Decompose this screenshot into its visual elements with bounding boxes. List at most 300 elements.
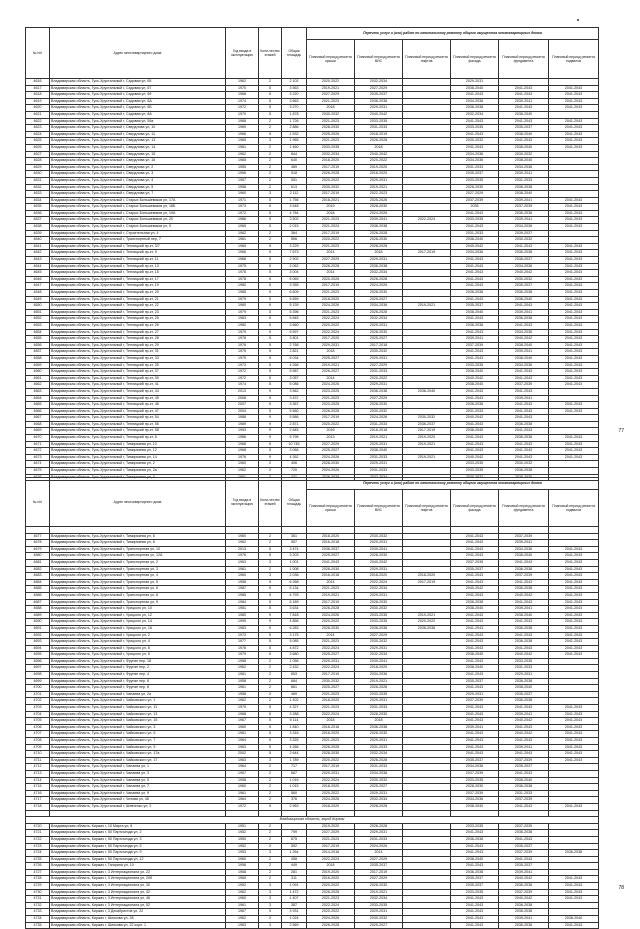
row-area: 3 175 bbox=[282, 632, 307, 639]
row-lifts: 2038-2040 bbox=[403, 388, 451, 395]
row-basement: 2041-2043 bbox=[549, 645, 599, 652]
table-row bbox=[26, 751, 599, 758]
row-roof: 2026-2027 bbox=[307, 369, 355, 376]
row-basement: 2041-2043 bbox=[549, 883, 599, 890]
row-vis: 2019-2021 bbox=[355, 678, 403, 685]
row-vis: 2020-2022 bbox=[355, 158, 403, 165]
row-basement: 2041-2043 bbox=[549, 375, 599, 382]
row-foundation: 2034-2036 bbox=[499, 164, 549, 171]
row-area: 2 902 bbox=[282, 257, 307, 264]
spacer-cell bbox=[549, 527, 599, 534]
row-year: 1974 bbox=[226, 98, 259, 105]
row-address: Владимирская область, Киржач г, 50 Партсъезда ул, 5 bbox=[50, 843, 226, 850]
row-basement bbox=[549, 909, 599, 916]
table-row bbox=[26, 283, 599, 290]
row-year: 1985 bbox=[226, 592, 259, 599]
row-foundation: 2036-2038 bbox=[499, 830, 549, 837]
row-num: 4634 bbox=[26, 197, 50, 204]
row-floors: 5 bbox=[259, 250, 282, 257]
row-basement: 2041-2043 bbox=[549, 309, 599, 316]
row-floors: 2 bbox=[259, 856, 282, 863]
row-floors: 9 bbox=[259, 415, 282, 422]
row-vis: 2029-2031 bbox=[355, 355, 403, 362]
row-facade: 2041-2043 bbox=[451, 92, 499, 99]
row-area: 3 660 bbox=[282, 322, 307, 329]
row-basement bbox=[549, 79, 599, 86]
table-row bbox=[26, 111, 599, 118]
row-lifts bbox=[403, 896, 451, 903]
row-area: 3 203 bbox=[282, 553, 307, 560]
row-foundation: 2041-2043 bbox=[499, 408, 549, 415]
row-vis: 2025-2027 bbox=[355, 922, 403, 929]
row-roof: 2019-2021 bbox=[307, 362, 355, 369]
row-facade: 2041-2043 bbox=[451, 270, 499, 277]
row-area: 4 262 bbox=[282, 454, 307, 461]
row-facade: 2041-2043 bbox=[451, 592, 499, 599]
page-number: 78 bbox=[618, 885, 624, 891]
row-floors: 2 bbox=[259, 784, 282, 791]
row-area: 6 283 bbox=[282, 625, 307, 632]
row-foundation: 2035-2037 bbox=[499, 863, 549, 870]
row-lifts bbox=[403, 559, 451, 566]
table-row bbox=[26, 790, 599, 797]
row-year: 1961 bbox=[226, 237, 259, 244]
row-facade: 2028-2030 bbox=[451, 184, 499, 191]
table-row bbox=[26, 883, 599, 890]
row-basement: 2041-2043 bbox=[549, 454, 599, 461]
row-area: 1 016 bbox=[282, 777, 307, 784]
row-year: 1952 bbox=[226, 883, 259, 890]
row-facade: 2040-2042 bbox=[451, 415, 499, 422]
row-floors: 5 bbox=[259, 751, 282, 758]
row-num: 4695 bbox=[26, 652, 50, 659]
row-lifts bbox=[403, 402, 451, 409]
row-num: 4658 bbox=[26, 355, 50, 362]
row-year: 1979 bbox=[226, 652, 259, 659]
row-floors: 5 bbox=[259, 382, 282, 389]
row-vis: 2028-2030 bbox=[355, 329, 403, 336]
row-lifts bbox=[403, 158, 451, 165]
row-facade: 2035-2037 bbox=[451, 883, 499, 890]
row-address: Владимирская область, Гусь-Хрустальный г, Урицкого ул, 14 bbox=[50, 619, 226, 626]
row-vis: 2029-2031 bbox=[355, 382, 403, 389]
row-foundation: 2039-2041 bbox=[499, 744, 549, 751]
row-lifts bbox=[403, 138, 451, 145]
row-num: 4667 bbox=[26, 415, 50, 422]
row-lifts bbox=[403, 408, 451, 415]
row-area: 311 bbox=[282, 876, 307, 883]
row-lifts bbox=[403, 731, 451, 738]
row-year: 1965 bbox=[226, 243, 259, 250]
row-facade: 2033-2035 bbox=[451, 777, 499, 784]
row-vis: 2018-2020 bbox=[355, 665, 403, 672]
row-num: 4712 bbox=[26, 764, 50, 771]
row-foundation: 2038-2040 bbox=[499, 553, 549, 560]
header-roof: Плановый период ремонта крыши bbox=[307, 39, 355, 78]
row-area: 1 001 bbox=[282, 559, 307, 566]
row-num: 4691 bbox=[26, 625, 50, 632]
table-row bbox=[26, 224, 599, 231]
table-row bbox=[26, 131, 599, 138]
row-foundation: 2037-2039 bbox=[499, 757, 549, 764]
row-lifts bbox=[403, 316, 451, 323]
row-foundation: 2037-2039 bbox=[499, 573, 549, 580]
header-facade: Плановый период ремонта фасада bbox=[451, 489, 499, 526]
table-row bbox=[26, 889, 599, 896]
row-num: 4731 bbox=[26, 896, 50, 903]
table-row bbox=[26, 698, 599, 705]
row-num: 4665 bbox=[26, 402, 50, 409]
row-address: Владимирская область, Гусь-Хрустальный г, Урицкого ул, 12 bbox=[50, 612, 226, 619]
row-address: Владимирская область, Гусь-Хрустальный г, Свердлова ул, 7 bbox=[50, 191, 226, 198]
row-roof: 2024-2026 bbox=[307, 916, 355, 923]
row-vis: 2040-2042 bbox=[355, 559, 403, 566]
row-foundation: 2041-2043 bbox=[499, 303, 549, 310]
row-roof: 2026-2028 bbox=[307, 922, 355, 929]
row-vis: 2029-2031 bbox=[355, 790, 403, 797]
row-vis: 2029-2031 bbox=[355, 105, 403, 112]
table-row bbox=[26, 850, 599, 857]
row-roof: 2021-2023 bbox=[307, 836, 355, 843]
row-num: 4668 bbox=[26, 421, 50, 428]
row-floors: 5 bbox=[259, 705, 282, 712]
row-vis: 2031-2033 bbox=[355, 468, 403, 475]
table-row bbox=[26, 237, 599, 244]
row-facade: 2037-2039 bbox=[451, 790, 499, 797]
row-lifts bbox=[403, 144, 451, 151]
row-foundation: 2039-2041 bbox=[499, 711, 549, 718]
row-roof: 2027-2029 bbox=[307, 92, 355, 99]
header-address: Адрес многоквартирного дома bbox=[50, 28, 226, 79]
row-basement bbox=[549, 902, 599, 909]
table-row bbox=[26, 138, 599, 145]
row-area: 2 963 bbox=[282, 803, 307, 810]
row-foundation: 2041-2043 bbox=[499, 441, 549, 448]
row-roof: 2021-2023 bbox=[307, 639, 355, 646]
row-floors: 9 bbox=[259, 625, 282, 632]
row-roof: 2021-2023 bbox=[307, 138, 355, 145]
row-roof: 2022-2024 bbox=[307, 856, 355, 863]
row-facade: 2034-2036 bbox=[451, 250, 499, 257]
row-basement: 2041-2043 bbox=[549, 303, 599, 310]
row-foundation: 2036-2038 bbox=[499, 625, 549, 632]
row-lifts bbox=[403, 355, 451, 362]
row-facade: 2041-2043 bbox=[451, 744, 499, 751]
row-area: 717 bbox=[282, 764, 307, 771]
row-address: Владимирская область, Гусь-Хрустальный г, Теплицкий пр-кт, 39 bbox=[50, 375, 226, 382]
row-year: 1967 bbox=[226, 718, 259, 725]
table-row bbox=[26, 388, 599, 395]
row-basement: 2041-2043 bbox=[549, 217, 599, 224]
row-floors: 5 bbox=[259, 362, 282, 369]
table-row bbox=[26, 263, 599, 270]
table-row bbox=[26, 625, 599, 632]
spacer-cell bbox=[403, 810, 451, 817]
row-lifts bbox=[403, 263, 451, 270]
spacer-cell bbox=[259, 810, 282, 817]
row-foundation: 2037-2039 bbox=[499, 204, 549, 211]
row-roof: 2021-2023 bbox=[307, 217, 355, 224]
row-address: Владимирская область, Гусь-Хрустальный г, Чайковского ул, 1 bbox=[50, 698, 226, 705]
row-basement: 2041-2043 bbox=[549, 125, 599, 132]
row-address: Владимирская область, Гусь-Хрустальный г, Теплицкий пр-кт, 17 bbox=[50, 276, 226, 283]
row-address: Владимирская область, Гусь-Хрустальный г, Фрунзе пер, 4 bbox=[50, 672, 226, 679]
row-area: 675 bbox=[282, 836, 307, 843]
row-basement: 2041-2043 bbox=[549, 573, 599, 580]
row-facade: 2041-2043 bbox=[451, 316, 499, 323]
row-basement bbox=[549, 698, 599, 705]
row-vis: 2025-2026 bbox=[355, 197, 403, 204]
row-roof: 2028-2030 bbox=[307, 751, 355, 758]
row-foundation: 2038-2040 bbox=[499, 144, 549, 151]
row-lifts bbox=[403, 916, 451, 923]
row-year: 1963 bbox=[226, 922, 259, 929]
row-year: 1963 bbox=[226, 744, 259, 751]
table-row bbox=[26, 210, 599, 217]
row-lifts bbox=[403, 685, 451, 692]
row-area: 3 004 bbox=[282, 270, 307, 277]
row-vis: 2029-2031 bbox=[355, 698, 403, 705]
row-year: 1962 bbox=[226, 151, 259, 158]
row-address: Владимирская область, Гусь-Хрустальный г, Транспортная ул, 6 bbox=[50, 586, 226, 593]
spacer-cell bbox=[50, 527, 226, 534]
row-roof: 2018-2020 bbox=[307, 698, 355, 705]
row-facade: 2041-2043 bbox=[451, 672, 499, 679]
row-facade: 2036-2038 bbox=[451, 105, 499, 112]
row-vis: 2033-2035 bbox=[355, 118, 403, 125]
row-roof: 2025-2027 bbox=[307, 553, 355, 560]
row-year: 1976 bbox=[226, 342, 259, 349]
row-address: Владимирская область, Гусь-Хрустальный г, Садовая ул, 6Б bbox=[50, 105, 226, 112]
row-basement: 2041-2043 bbox=[549, 98, 599, 105]
row-num: 4644 bbox=[26, 263, 50, 270]
row-lifts bbox=[403, 889, 451, 896]
row-area: 1 460 bbox=[282, 144, 307, 151]
header-area: Общая площадь bbox=[282, 478, 307, 527]
row-roof: 2019-2021 bbox=[307, 592, 355, 599]
row-basement: 2041-2043 bbox=[549, 876, 599, 883]
row-address: Владимирская область, Гусь-Хрустальный г, Теплицкий пр-кт, 19 bbox=[50, 283, 226, 290]
row-area: 3 680 bbox=[282, 652, 307, 659]
table-row bbox=[26, 243, 599, 250]
row-vis: 2030-2032 bbox=[355, 408, 403, 415]
row-area: 1 756 bbox=[282, 197, 307, 204]
row-area bbox=[282, 823, 307, 830]
row-facade: 2037-2039 bbox=[451, 197, 499, 204]
table-row bbox=[26, 592, 599, 599]
row-lifts bbox=[403, 204, 451, 211]
row-roof: 2018-2020 bbox=[307, 731, 355, 738]
row-foundation: 2039-2037 bbox=[499, 230, 549, 237]
row-lifts bbox=[403, 92, 451, 99]
row-facade: 2035-2037 bbox=[451, 171, 499, 178]
row-address: Владимирская область, Гусь-Хрустальный г, Тимирязева ул, 4 bbox=[50, 474, 226, 481]
row-floors: 3 bbox=[259, 896, 282, 903]
row-basement: 2041-2043 bbox=[549, 204, 599, 211]
row-basement: 2041-2043 bbox=[549, 118, 599, 125]
row-lifts: 2019-2021 bbox=[403, 441, 451, 448]
header-area: Общая площадь bbox=[282, 28, 307, 79]
row-vis: 2032-2034 bbox=[355, 652, 403, 659]
row-basement: 2041-2043 bbox=[549, 263, 599, 270]
row-area: 3 288 bbox=[282, 711, 307, 718]
table-row bbox=[26, 375, 599, 382]
table-row bbox=[26, 164, 599, 171]
row-num: 4664 bbox=[26, 395, 50, 402]
row-facade: 2041-2043 bbox=[451, 296, 499, 303]
table-row bbox=[26, 230, 599, 237]
row-basement bbox=[549, 797, 599, 804]
row-vis: 2019-2021 bbox=[355, 435, 403, 442]
spacer-cell bbox=[549, 810, 599, 817]
row-roof: 2024-2026 bbox=[307, 797, 355, 804]
row-roof: 2030-2032 bbox=[307, 678, 355, 685]
row-lifts bbox=[403, 210, 451, 217]
row-facade: 2038-2040 bbox=[451, 606, 499, 613]
row-foundation: 2041-2043 bbox=[499, 705, 549, 712]
row-facade: 2036-2038 bbox=[451, 402, 499, 409]
row-vis: 2028-2030 bbox=[355, 883, 403, 890]
row-num: 4653 bbox=[26, 322, 50, 329]
row-basement bbox=[549, 672, 599, 679]
row-num: 4645 bbox=[26, 270, 50, 277]
row-year: 1956 bbox=[226, 171, 259, 178]
row-basement: 2041-2043 bbox=[549, 711, 599, 718]
row-roof: 2026-2028 bbox=[307, 408, 355, 415]
row-foundation: 2036-2038 bbox=[499, 290, 549, 297]
row-year: 1955 bbox=[226, 164, 259, 171]
row-foundation: 2030-2032 bbox=[499, 276, 549, 283]
row-address: Владимирская область, Гусь-Хрустальный г, Садовая ул, 65 bbox=[50, 79, 226, 86]
row-area: 3 663 bbox=[282, 98, 307, 105]
row-basement: 2041-2043 bbox=[549, 639, 599, 646]
row-address: Владимирская область, Гусь-Хрустальный г, Теплицкий пр-кт, 20 bbox=[50, 290, 226, 297]
row-basement: 2041-2043 bbox=[549, 632, 599, 639]
row-area: 3 316 bbox=[282, 731, 307, 738]
row-facade: 2041-2043 bbox=[451, 619, 499, 626]
row-basement: 2041-2043 bbox=[549, 448, 599, 455]
table-row bbox=[26, 843, 599, 850]
row-num: 4671 bbox=[26, 441, 50, 448]
row-basement: 2041-2043 bbox=[549, 738, 599, 745]
row-basement: 2041-2043 bbox=[549, 322, 599, 329]
row-roof: 2018 bbox=[307, 718, 355, 725]
row-address: Владимирская область, Гусь-Хрустальный г, Теплицкий пр-кт, 47 bbox=[50, 408, 226, 415]
row-floors: 2 bbox=[259, 171, 282, 178]
row-num: 4669 bbox=[26, 428, 50, 435]
row-floors: 2 bbox=[259, 777, 282, 784]
row-floors: 3 bbox=[259, 883, 282, 890]
row-facade: 2034-2036 bbox=[451, 797, 499, 804]
row-area: 1 472 bbox=[282, 889, 307, 896]
row-vis: 2017-2019 bbox=[355, 869, 403, 876]
row-area: 2 768 bbox=[282, 342, 307, 349]
row-roof: 2026-2028 bbox=[307, 889, 355, 896]
row-area: 613 bbox=[282, 184, 307, 191]
row-roof: 2023-2025 bbox=[307, 388, 355, 395]
row-num: 4624 bbox=[26, 131, 50, 138]
row-area: 3 634 bbox=[282, 606, 307, 613]
row-floors: 2 bbox=[259, 665, 282, 672]
row-foundation: 2038-2040 bbox=[499, 191, 549, 198]
row-vis: 2036-2038 bbox=[355, 724, 403, 731]
row-basement: 2041-2043 bbox=[549, 744, 599, 751]
row-vis: 2032-2034 bbox=[355, 316, 403, 323]
row-roof: 2020-2022 bbox=[307, 237, 355, 244]
row-num: 4729 bbox=[26, 883, 50, 890]
row-year: 1961 bbox=[226, 672, 259, 679]
row-basement bbox=[549, 764, 599, 771]
row-num: 4711 bbox=[26, 757, 50, 764]
row-num: 4698 bbox=[26, 672, 50, 679]
row-year: 1962 bbox=[226, 540, 259, 547]
row-year: 1983 bbox=[226, 316, 259, 323]
row-roof: 2032-2034 bbox=[307, 151, 355, 158]
row-vis: 2036-2038 bbox=[355, 263, 403, 270]
row-floors: 3 bbox=[259, 757, 282, 764]
row-address: Владимирская область, Гусь-Хрустальный г, Чайковского ул, 11 bbox=[50, 705, 226, 712]
row-lifts bbox=[403, 111, 451, 118]
row-basement: 2041-2043 bbox=[549, 652, 599, 659]
row-area: 7 673 bbox=[282, 250, 307, 257]
row-foundation: 2036-2038 bbox=[499, 316, 549, 323]
row-area: 7 818 bbox=[282, 612, 307, 619]
row-floors: 2 bbox=[259, 916, 282, 923]
row-num: 4713 bbox=[26, 770, 50, 777]
row-facade: 2041-2043 bbox=[451, 388, 499, 395]
row-roof: 2014 bbox=[307, 375, 355, 382]
row-foundation: 2038-2040 bbox=[499, 131, 549, 138]
row-num: 4699 bbox=[26, 678, 50, 685]
row-foundation: 2039-2041 bbox=[499, 916, 549, 923]
row-num: 4642 bbox=[26, 250, 50, 257]
table-row bbox=[26, 836, 599, 843]
row-area: 1 965 bbox=[282, 138, 307, 145]
row-num: 4688 bbox=[26, 606, 50, 613]
row-lifts bbox=[403, 672, 451, 679]
row-area: 4 266 bbox=[282, 362, 307, 369]
row-address: Владимирская область, Киржач г, Шелкова ул, 28 bbox=[50, 916, 226, 923]
row-roof: 2022-2024 bbox=[307, 777, 355, 784]
row-foundation: 2039-2041 bbox=[499, 606, 549, 613]
row-area: 1 056 bbox=[282, 658, 307, 665]
row-year: 1989 bbox=[226, 421, 259, 428]
row-basement: 2041-2043 bbox=[549, 342, 599, 349]
row-num: 4718 bbox=[26, 803, 50, 810]
row-foundation: 2041-2043 bbox=[499, 388, 549, 395]
row-foundation: 2041-2043 bbox=[499, 138, 549, 145]
spacer-cell bbox=[451, 810, 499, 817]
row-roof: 2026-2028 bbox=[307, 171, 355, 178]
row-year: 2002 bbox=[226, 751, 259, 758]
row-facade: 2035-2037 bbox=[451, 757, 499, 764]
table-row bbox=[26, 559, 599, 566]
table-row bbox=[26, 784, 599, 791]
row-basement: 2041-2043 bbox=[549, 316, 599, 323]
row-year: 1960 bbox=[226, 784, 259, 791]
row-lifts bbox=[403, 639, 451, 646]
row-floors: 2 bbox=[259, 533, 282, 540]
page-number: 77 bbox=[618, 428, 624, 434]
row-vis: 2025-2027 bbox=[355, 296, 403, 303]
row-area: 592 bbox=[282, 843, 307, 850]
row-address: Владимирская область, Гусь-Хрустальный г, Транспортная ул, 8 bbox=[50, 592, 226, 599]
row-lifts bbox=[403, 125, 451, 132]
row-lifts bbox=[403, 375, 451, 382]
row-floors: 5 bbox=[259, 375, 282, 382]
row-vis: 2018 bbox=[355, 718, 403, 725]
row-year: 1961 bbox=[226, 566, 259, 573]
